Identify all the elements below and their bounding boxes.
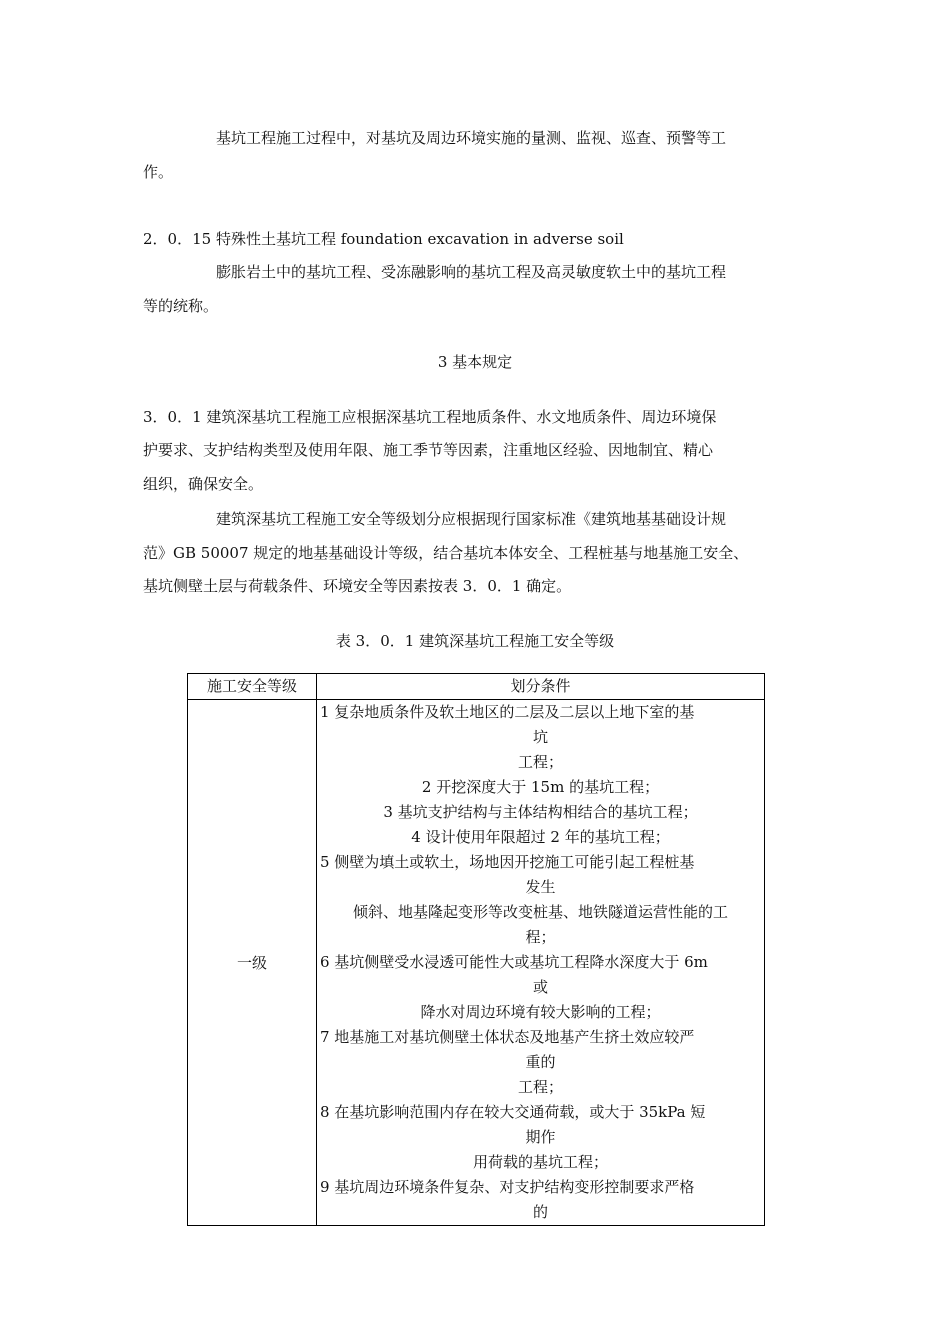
clause-2-0-15-line-2: 等的统称。 bbox=[143, 297, 219, 315]
condition-line: 坑 bbox=[532, 728, 548, 746]
condition-line: 或 bbox=[532, 978, 548, 996]
clause-3-0-1-line-2: 护要求、支护结构类型及使用年限、施工季节等因素，注重地区经验、因地制宜、精心 bbox=[143, 441, 714, 459]
condition-line: 8 在基坑影响范围内存在较大交通荷载，或大于 35kPa 短 bbox=[320, 1103, 706, 1121]
clause-3-0-1-line-1: 3．0．1 建筑深基坑工程施工应根据深基坑工程地质条件、水文地质条件、周边环境保 bbox=[143, 408, 717, 426]
clause-3-0-1-para2-line-1: 建筑深基坑工程施工安全等级划分应根据现行国家标准《建筑地基基础设计规 bbox=[216, 510, 727, 528]
table-caption: 表 3．0．1 建筑深基坑工程施工安全等级 bbox=[335, 632, 615, 650]
condition-line: 用荷载的基坑工程； bbox=[472, 1153, 608, 1171]
condition-line: 5 侧壁为填土或软土，场地因开挖施工可能引起工程桩基 bbox=[320, 853, 695, 871]
clause-3-0-1-line-3: 组织，确保安全。 bbox=[143, 475, 264, 493]
table-header-row bbox=[188, 674, 765, 700]
condition-line: 9 基坑周边环境条件复杂、对支护结构变形控制要求严格 bbox=[320, 1178, 695, 1196]
condition-line: 降水对周边环境有较大影响的工程； bbox=[420, 1003, 661, 1021]
monitoring-definition-line-1: 基坑工程施工过程中，对基坑及周边环境实施的量测、监视、巡查、预警等工 bbox=[216, 129, 727, 147]
header-safety-grade: 施工安全等级 bbox=[188, 674, 317, 700]
condition-line: 7 地基施工对基坑侧壁土体状态及地基产生挤土效应较严 bbox=[320, 1028, 695, 1046]
condition-line: 的 bbox=[532, 1203, 548, 1221]
condition-line: 工程； bbox=[517, 753, 563, 771]
condition-line: 期作 bbox=[525, 1128, 556, 1146]
clause-3-0-1-para2-line-3: 基坑侧壁土层与荷载条件、环境安全等因素按表 3．0．1 确定。 bbox=[143, 577, 572, 595]
condition-line: 重的 bbox=[525, 1053, 556, 1071]
condition-line: 2 开挖深度大于 15m 的基坑工程； bbox=[421, 778, 660, 796]
header-conditions: 划分条件 bbox=[317, 674, 765, 700]
clause-2-0-15-line-1: 膨胀岩土中的基坑工程、受冻融影响的基坑工程及高灵敏度软土中的基坑工程 bbox=[216, 263, 727, 281]
table-row bbox=[188, 700, 765, 1226]
conditions-cell bbox=[317, 700, 765, 1226]
grade-cell: 一级 bbox=[188, 700, 317, 1226]
monitoring-definition-line-2: 作。 bbox=[143, 163, 174, 181]
clause-3-0-1-para2-line-2: 范》GB 50007 规定的地基基础设计等级，结合基坑本体安全、工程桩基与地基施工安全、 bbox=[143, 544, 749, 562]
clause-2-0-15-heading: 2．0．15 特殊性土基坑工程 foundation excavation in adverse soil bbox=[143, 230, 624, 248]
safety-grade-table bbox=[187, 673, 765, 1226]
condition-line: 6 基坑侧壁受水浸透可能性大或基坑工程降水深度大于 6m bbox=[320, 953, 708, 971]
condition-line: 4 设计使用年限超过 2 年的基坑工程； bbox=[411, 828, 670, 846]
condition-line: 工程； bbox=[517, 1078, 563, 1096]
chapter-title: 3 基本规定 bbox=[437, 353, 513, 371]
condition-line: 1 复杂地质条件及软土地区的二层及二层以上地下室的基 bbox=[320, 703, 695, 721]
condition-line: 程； bbox=[525, 928, 556, 946]
condition-line: 发生 bbox=[525, 878, 556, 896]
condition-line: 3 基坑支护结构与主体结构相结合的基坑工程； bbox=[383, 803, 698, 821]
condition-line: 倾斜、地基隆起变形等改变桩基、地铁隧道运营性能的工 bbox=[352, 903, 728, 921]
